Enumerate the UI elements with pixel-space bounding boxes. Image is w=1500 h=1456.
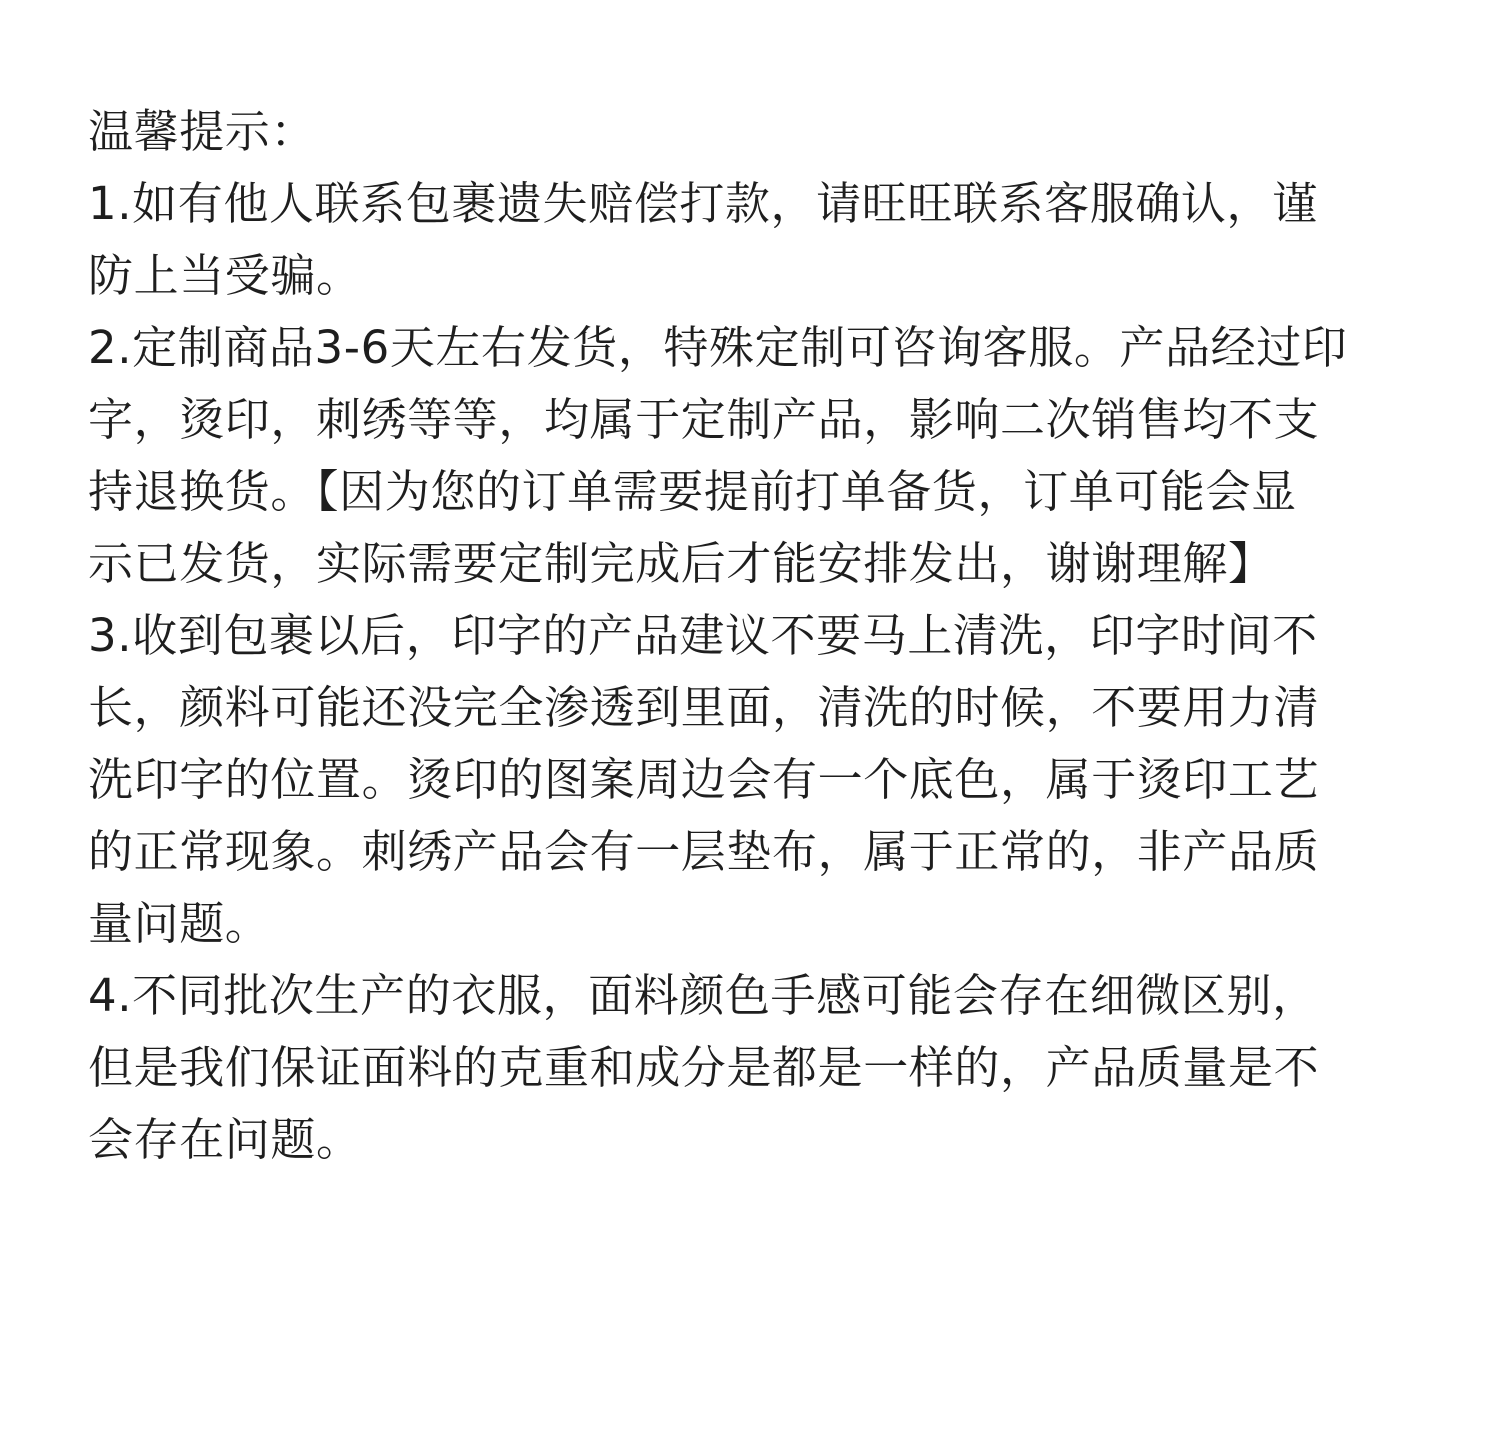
notice-line: 2.定制商品3-6天左右发货，特殊定制可咨询客服。产品经过印 (88, 321, 1348, 374)
notice-line: 的正常现象。刺绣产品会有一层垫布，属于正常的，非产品质 (88, 825, 1320, 878)
notice-line: 3.收到包裹以后，印字的产品建议不要马上清洗，印字时间不 (88, 609, 1318, 662)
notice-title: 温馨提示： (88, 105, 317, 158)
notice-line: 洗印字的位置。烫印的图案周边会有一个底色，属于烫印工艺 (88, 753, 1320, 806)
notice-line: 字，烫印，刺绣等等，均属于定制产品，影响二次销售均不支 (88, 393, 1320, 446)
notice-line: 长，颜料可能还没完全渗透到里面，清洗的时候，不要用力清 (88, 681, 1320, 734)
notice-line: 防上当受骗。 (88, 249, 362, 302)
notice-block (88, 96, 1418, 1176)
notice-line: 持退换货。【因为您的订单需要提前打单备货，订单可能会显 (88, 465, 1297, 518)
notice-line: 但是我们保证面料的克重和成分是都是一样的，产品质量是不 (88, 1041, 1320, 1094)
notice-line: 4.不同批次生产的衣服，面料颜色手感可能会存在细微区别， (88, 969, 1318, 1022)
notice-line: 会存在问题。 (88, 1113, 362, 1166)
notice-line: 示已发货，实际需要定制完成后才能安排发出，谢谢理解】 (88, 537, 1274, 590)
notice-line: 1.如有他人联系包裹遗失赔偿打款，请旺旺联系客服确认，谨 (88, 177, 1318, 230)
notice-line: 量问题。 (88, 897, 271, 950)
